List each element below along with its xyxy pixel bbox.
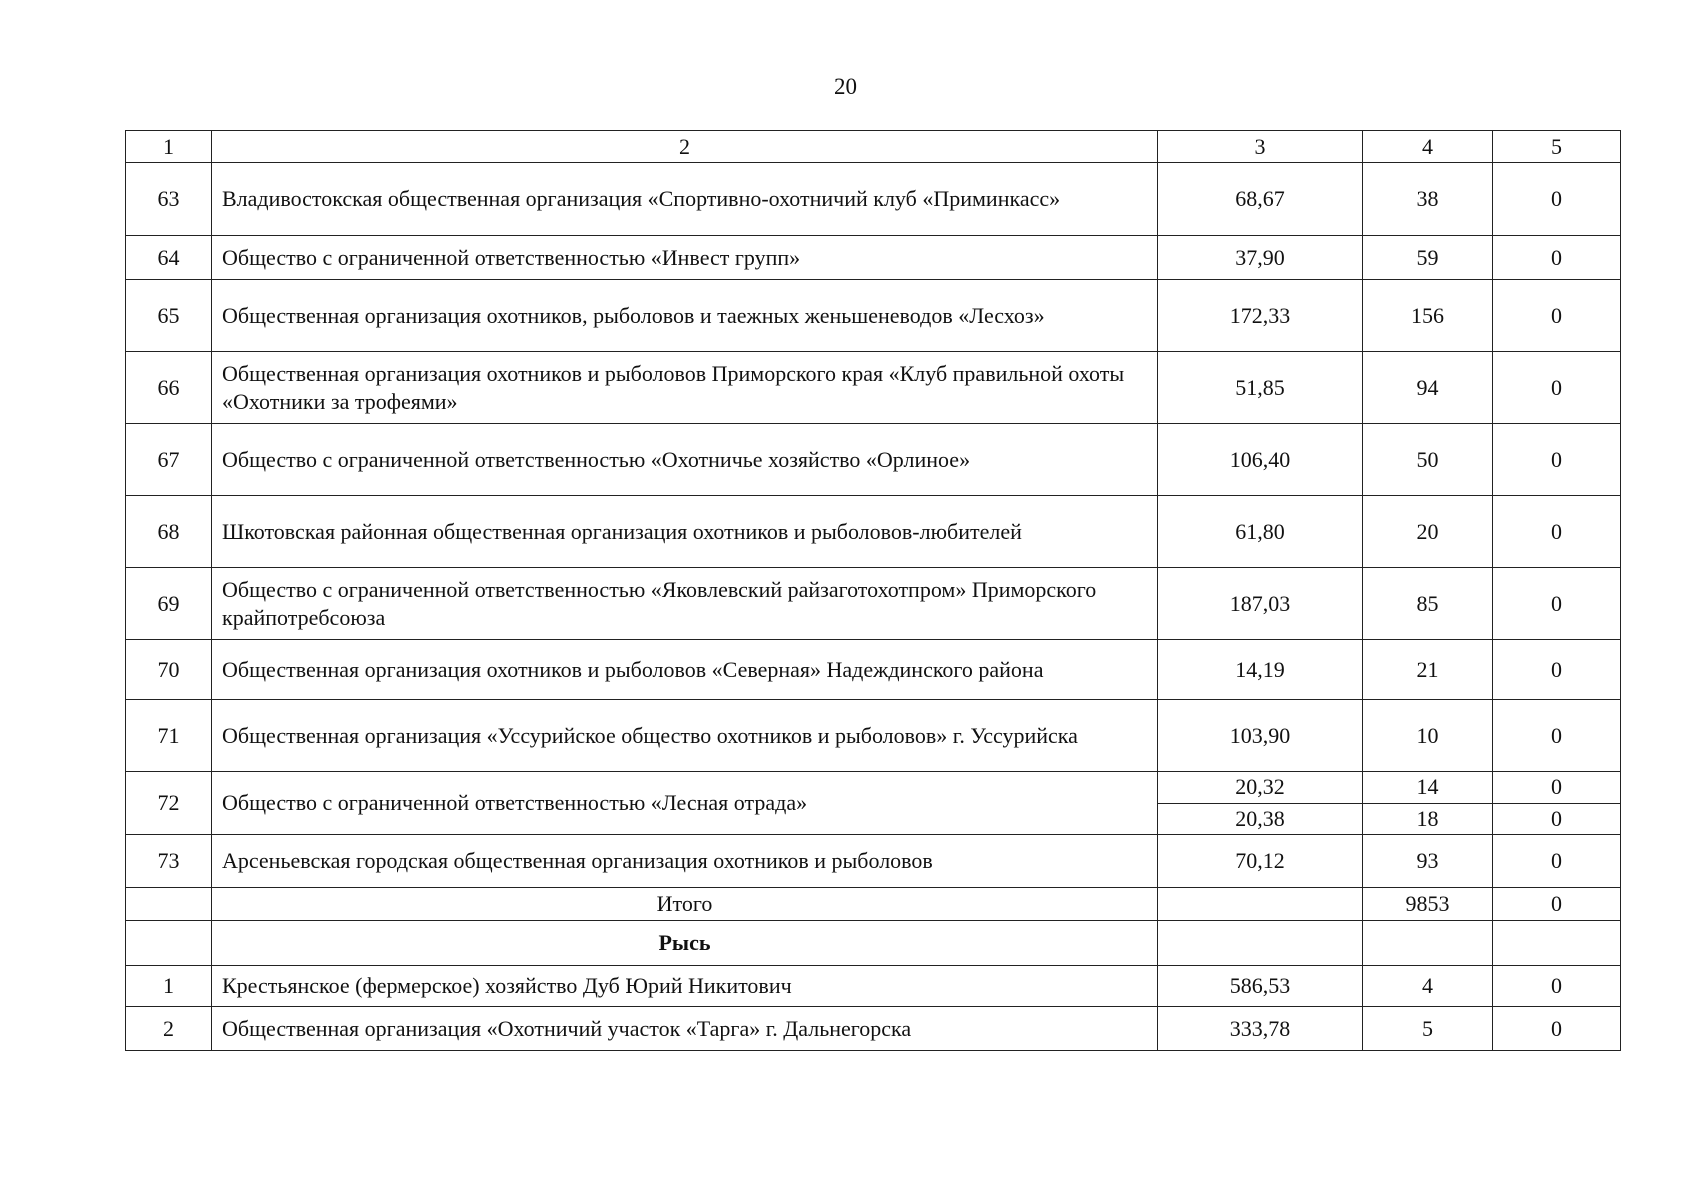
count-value: 4 xyxy=(1363,966,1493,1007)
limit-value: 0 xyxy=(1493,352,1621,424)
table-row xyxy=(126,236,1621,280)
row-number: 66 xyxy=(126,352,212,424)
count-value: 20 xyxy=(1363,496,1493,568)
area-value: 187,03 xyxy=(1158,568,1363,640)
total-row xyxy=(126,888,1621,921)
organization-name: Общество с ограниченной ответственностью «Лесная отрада» xyxy=(212,772,1158,835)
section-row xyxy=(126,921,1621,966)
area-value: 14,19 xyxy=(1158,640,1363,700)
organization-name: Шкотовская районная общественная организация охотников и рыболовов-любителей xyxy=(212,496,1158,568)
table-row xyxy=(126,352,1621,424)
section-empty-cell xyxy=(126,921,212,966)
organization-name: Владивостокская общественная организация «Спортивно-охотничий клуб «Приминкасс» xyxy=(212,163,1158,236)
organization-name: Арсеньевская городская общественная организация охотников и рыболовов xyxy=(212,835,1158,888)
area-value: 70,12 xyxy=(1158,835,1363,888)
limit-value: 0 xyxy=(1493,496,1621,568)
table-row xyxy=(126,163,1621,236)
limit-value: 0 xyxy=(1493,640,1621,700)
header-col-2: 2 xyxy=(212,131,1158,163)
header-col-3: 3 xyxy=(1158,131,1363,163)
total-label: Итого xyxy=(212,888,1158,921)
limit-value: 0 xyxy=(1493,966,1621,1007)
organization-name: Общество с ограниченной ответственностью «Инвест групп» xyxy=(212,236,1158,280)
area-value: 333,78 xyxy=(1158,1007,1363,1051)
area-value: 586,53 xyxy=(1158,966,1363,1007)
row-number: 72 xyxy=(126,772,212,835)
count-value: 50 xyxy=(1363,424,1493,496)
row-number: 70 xyxy=(126,640,212,700)
section-empty-cell xyxy=(1363,921,1493,966)
limit-value: 0 xyxy=(1493,1007,1621,1051)
organization-name: Общественная организация охотников, рыболовов и таежных женьшеневодов «Лесхоз» xyxy=(212,280,1158,352)
count-value: 94 xyxy=(1363,352,1493,424)
page-number: 20 xyxy=(834,74,857,99)
table-row xyxy=(126,640,1621,700)
section-empty-cell xyxy=(1493,921,1621,966)
limit-value: 0 xyxy=(1493,280,1621,352)
header-col-4: 4 xyxy=(1363,131,1493,163)
row-number: 68 xyxy=(126,496,212,568)
count-value-split xyxy=(1363,772,1493,835)
row-number: 67 xyxy=(126,424,212,496)
row-number: 65 xyxy=(126,280,212,352)
area-value: 20,32 xyxy=(1158,772,1362,804)
limit-value: 0 xyxy=(1493,424,1621,496)
area-value: 172,33 xyxy=(1158,280,1363,352)
section-empty-cell xyxy=(1158,921,1363,966)
area-value: 51,85 xyxy=(1158,352,1363,424)
organization-name: Крестьянское (фермерское) хозяйство Дуб Юрий Никитович xyxy=(212,966,1158,1007)
count-value: 59 xyxy=(1363,236,1493,280)
count-value: 38 xyxy=(1363,163,1493,236)
row-number: 63 xyxy=(126,163,212,236)
row-number: 64 xyxy=(126,236,212,280)
limit-value: 0 xyxy=(1493,772,1620,804)
limit-value-split xyxy=(1493,772,1621,835)
table-row xyxy=(126,280,1621,352)
row-number: 71 xyxy=(126,700,212,772)
limit-value: 0 xyxy=(1493,568,1621,640)
limit-value: 0 xyxy=(1493,700,1621,772)
table-row xyxy=(126,700,1621,772)
hunting-grounds-table xyxy=(125,130,1621,1051)
row-number: 1 xyxy=(126,966,212,1007)
table-row xyxy=(126,835,1621,888)
limit-value: 0 xyxy=(1551,805,1562,831)
total-empty-cell xyxy=(1158,888,1363,921)
area-value: 61,80 xyxy=(1158,496,1363,568)
table-row xyxy=(126,1007,1621,1051)
row-number: 2 xyxy=(126,1007,212,1051)
area-value: 68,67 xyxy=(1158,163,1363,236)
organization-name: Общественная организация охотников и рыболовов «Северная» Надеждинского района xyxy=(212,640,1158,700)
header-col-5: 5 xyxy=(1493,131,1621,163)
section-title: Рысь xyxy=(212,921,1158,966)
total-limit: 0 xyxy=(1493,888,1621,921)
area-value: 106,40 xyxy=(1158,424,1363,496)
organization-name: Общественная организация «Уссурийское общество охотников и рыболовов» г. Уссурийска xyxy=(212,700,1158,772)
row-number: 69 xyxy=(126,568,212,640)
table-row xyxy=(126,966,1621,1007)
table-row xyxy=(126,424,1621,496)
header-col-1: 1 xyxy=(126,131,212,163)
count-value: 18 xyxy=(1416,805,1439,831)
table-row xyxy=(126,496,1621,568)
count-value: 5 xyxy=(1363,1007,1493,1051)
area-value: 20,38 xyxy=(1235,805,1285,831)
area-value-split xyxy=(1158,772,1363,835)
limit-value: 0 xyxy=(1493,835,1621,888)
table-row xyxy=(126,568,1621,640)
limit-value: 0 xyxy=(1493,163,1621,236)
count-value: 14 xyxy=(1363,772,1492,804)
limit-value: 0 xyxy=(1493,236,1621,280)
count-value: 156 xyxy=(1363,280,1493,352)
organization-name: Общественная организация «Охотничий участок «Тарга» г. Дальнегорска xyxy=(212,1007,1158,1051)
organization-name: Общество с ограниченной ответственностью «Охотничье хозяйство «Орлиное» xyxy=(212,424,1158,496)
count-value: 85 xyxy=(1363,568,1493,640)
organization-name: Общественная организация охотников и рыболовов Приморского края «Клуб правильной охоты «Охотники за трофеями» xyxy=(212,352,1158,424)
table-header-row xyxy=(126,131,1621,163)
area-value: 37,90 xyxy=(1158,236,1363,280)
organization-name: Общество с ограниченной ответственностью «Яковлевский райзаготохотпром» Приморского крайпотребсоюза xyxy=(212,568,1158,640)
count-value: 10 xyxy=(1363,700,1493,772)
row-number: 73 xyxy=(126,835,212,888)
count-value: 21 xyxy=(1363,640,1493,700)
area-value: 103,90 xyxy=(1158,700,1363,772)
total-count: 9853 xyxy=(1363,888,1493,921)
table-row xyxy=(126,772,1621,835)
count-value: 93 xyxy=(1363,835,1493,888)
total-empty-cell xyxy=(126,888,212,921)
